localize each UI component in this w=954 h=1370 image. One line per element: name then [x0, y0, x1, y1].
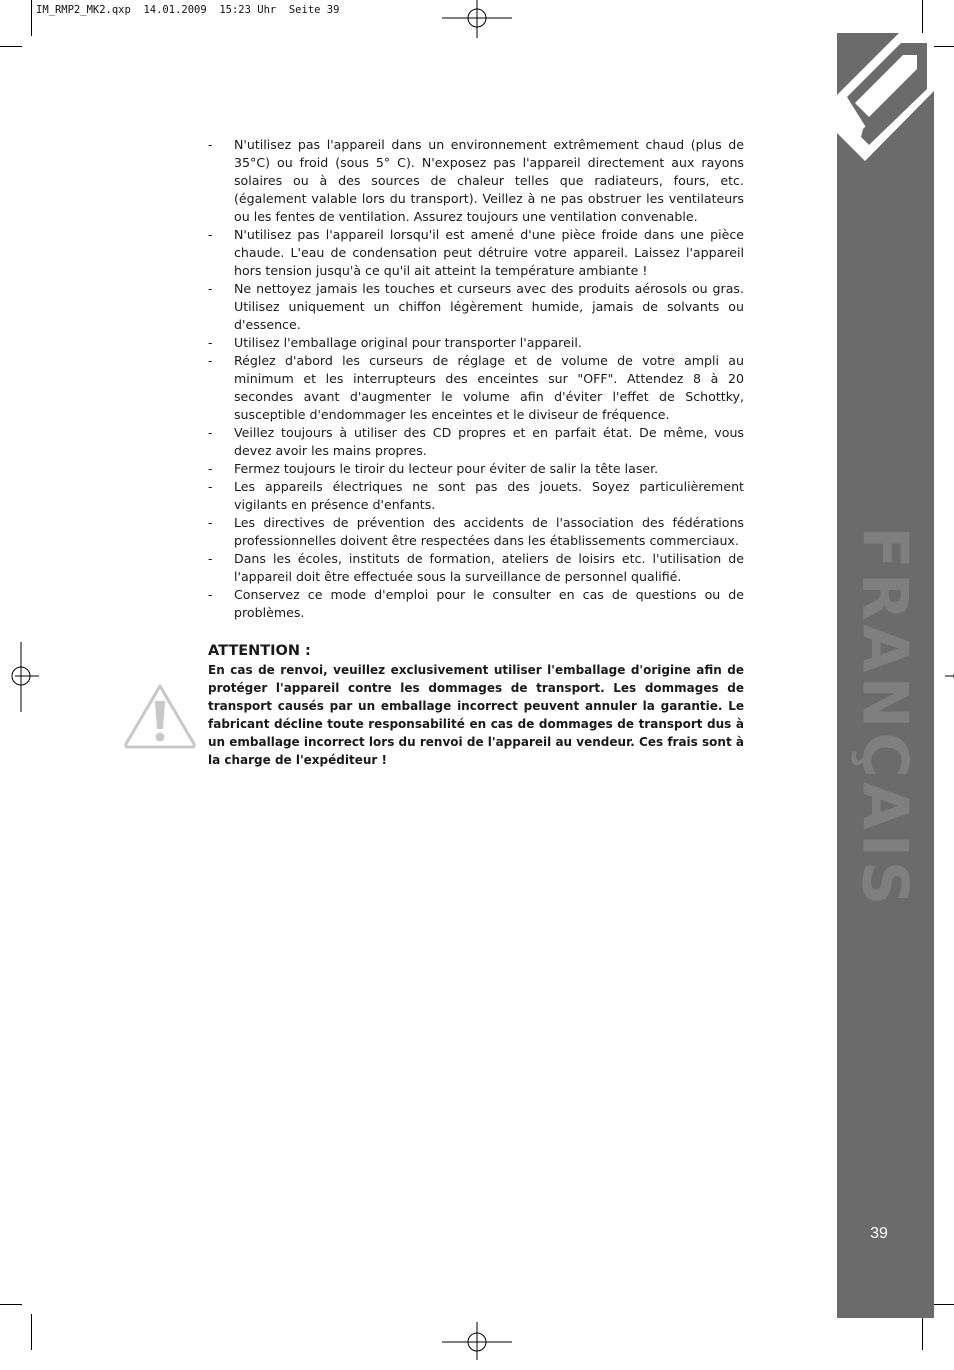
list-item	[208, 352, 744, 424]
language-label: FRANÇAIS	[848, 526, 922, 910]
language-sidebar	[837, 33, 934, 1318]
list-item	[208, 586, 744, 622]
attention-block	[208, 641, 744, 769]
bullet-marker: -	[208, 227, 213, 242]
list-item-text: Les directives de prévention des accidents de l'association des fédérations professionnelles doivent être respectées dans les établissements commerciaux.	[234, 515, 744, 548]
bullet-marker: -	[208, 587, 213, 602]
crop-mark-tr-h	[932, 46, 954, 47]
list-item-text: N'utilisez pas l'appareil dans un environnement extrêmement chaud (plus de 35°C) ou froid (sous 5° C). N'exposez pas l'appareil directement aux rayons solaires ou à des sources de chaleur telles que radiateurs, fours, etc. (également valable lors du transport). Veillez à ne pas obstruer les ventilateurs ou les fentes de ventilation. Assurez toujours une ventilation convenable.	[234, 137, 744, 224]
bullet-marker: -	[208, 353, 213, 368]
crop-mark-tl-v	[31, 0, 32, 36]
list-item-text: Les appareils électriques ne sont pas des jouets. Soyez particulièrement vigilants en présence d'enfants.	[234, 479, 744, 512]
crop-mark-bl-h	[0, 1304, 22, 1305]
list-item-text: Ne nettoyez jamais les touches et curseurs avec des produits aérosols ou gras. Utilisez uniquement un chiffon légèrement humide, jamais de solvants ou d'essence.	[234, 281, 744, 332]
crop-mark-bl-v	[31, 1314, 32, 1350]
list-item-text: Conservez ce mode d'emploi pour le consulter en cas de questions ou de problèmes.	[234, 587, 744, 620]
safety-instructions-list	[208, 136, 744, 622]
list-item	[208, 334, 744, 352]
attention-title: ATTENTION :	[208, 643, 311, 659]
bullet-marker: -	[208, 425, 213, 440]
list-item	[208, 424, 744, 460]
registration-mark-top-icon	[442, 0, 512, 70]
list-item	[208, 478, 744, 514]
list-item-text: Dans les écoles, instituts de formation, ateliers de loisirs etc. l'utilisation de l'appareil doit être effectuée sous la surveillance de personnel qualifié.	[234, 551, 744, 584]
crop-mark-br-h	[932, 1304, 954, 1305]
brand-logo-icon	[837, 33, 934, 163]
list-item	[208, 226, 744, 280]
list-item	[208, 460, 744, 478]
bullet-marker: -	[208, 461, 213, 476]
main-content	[208, 136, 744, 769]
list-item	[208, 550, 744, 586]
list-item-text: N'utilisez pas l'appareil lorsqu'il est amené d'une pièce froide dans une pièce chaude. L'eau de condensation peut détruire votre appareil. Laissez l'appareil hors tension jusqu'à ce qu'il ait atteint la température ambiante !	[234, 227, 744, 278]
bullet-marker: -	[208, 335, 213, 350]
list-item-text: Fermez toujours le tiroir du lecteur pour éviter de salir la tête laser.	[234, 461, 659, 476]
registration-mark-left-icon	[0, 642, 70, 712]
page-number: 39	[870, 1225, 888, 1242]
list-item-text: Réglez d'abord les curseurs de réglage et de volume de votre ampli au minimum et les interrupteurs des enceintes sur "OFF". Attendez 8 à 20 secondes avant d'augmenter le volume afin d'éviter l'effet de Schottky, susceptible d'endommager les enceintes et le diviseur de fréquence.	[234, 353, 744, 422]
warning-triangle-icon	[123, 683, 197, 749]
bullet-marker: -	[208, 137, 213, 152]
list-item	[208, 514, 744, 550]
bullet-marker: -	[208, 551, 213, 566]
list-item	[208, 136, 744, 226]
bullet-marker: -	[208, 281, 213, 296]
list-item-text: Veillez toujours à utiliser des CD propres et en parfait état. De même, vous devez avoir les mains propres.	[234, 425, 744, 458]
bullet-marker: -	[208, 515, 213, 530]
registration-mark-bottom-icon	[442, 1300, 512, 1370]
crop-mark-tl-h	[0, 46, 22, 47]
crop-mark-br-v	[922, 1314, 923, 1350]
attention-body: En cas de renvoi, veuillez exclusivement utiliser l'emballage d'origine afin de protéger l'appareil contre les dommages de transport. Les dommages de transport causés par un emballage incorrect peuvent annuler la garantie. Le fabricant décline toute responsabilité en cas de dommages de transport dus à un emballage incorrect lors du renvoi de l'appareil au vendeur. Ces frais sont à la charge de l'expéditeur !	[208, 663, 744, 767]
list-item	[208, 280, 744, 334]
print-header: IM_RMP2_MK2.qxp 14.01.2009 15:23 Uhr Seite 39	[36, 4, 340, 16]
list-item-text: Utilisez l'emballage original pour transporter l'appareil.	[234, 335, 582, 350]
crop-mark-tr-v	[922, 0, 923, 36]
bullet-marker: -	[208, 479, 213, 494]
